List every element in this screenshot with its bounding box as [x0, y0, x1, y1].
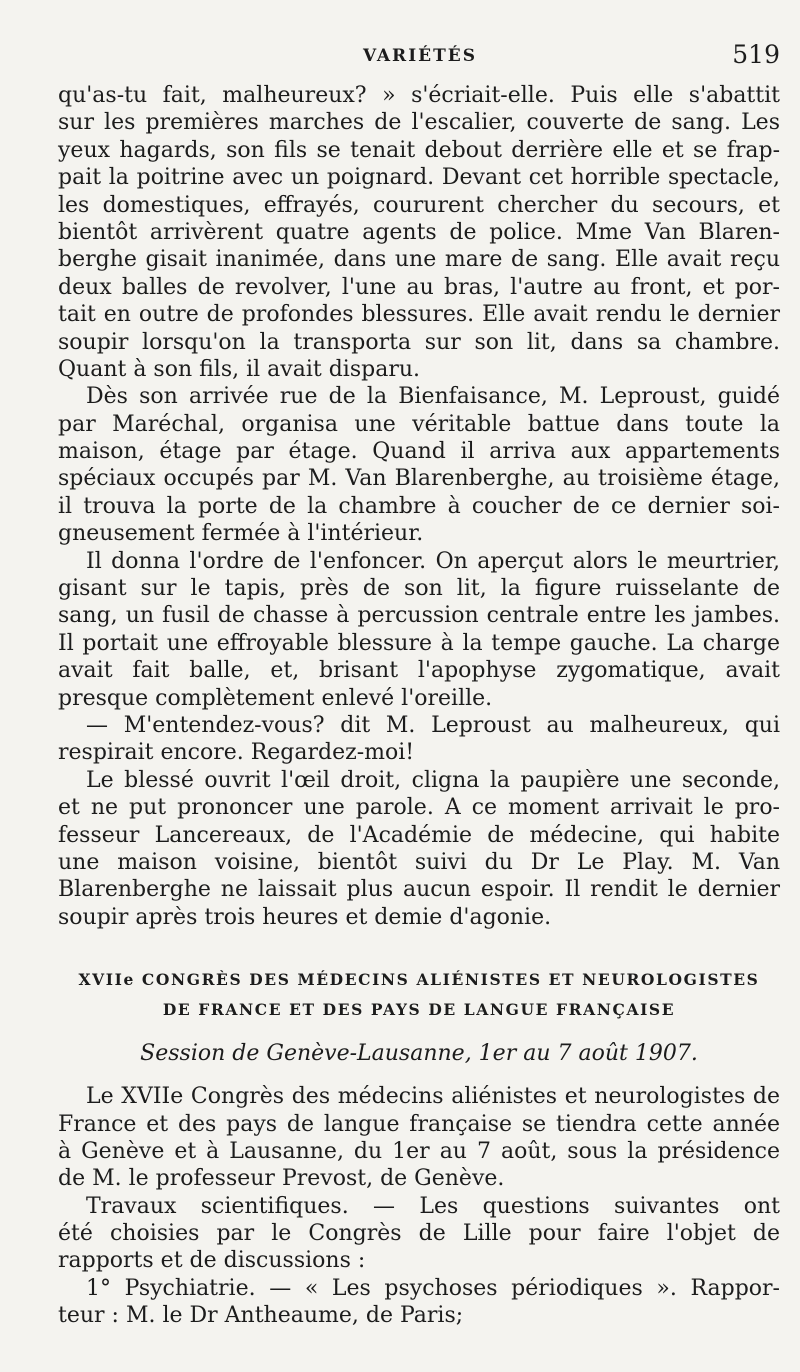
text-line: qu'as-tu fait, malheureux? » s'écriait-elle. Puis elle s'abattit	[58, 83, 780, 108]
text-line: Il portait une effroyable blessure à la tempe gauche. La charge	[58, 630, 780, 656]
text-line: pait la poitrine avec un poignard. Devant cet horrible spectacle,	[58, 165, 780, 191]
text-line: soupir après trois heures et demie d'agonie.	[58, 904, 552, 930]
text-line: Il donna l'ordre de l'enfoncer. On aperçut alors le meurtrier,	[86, 548, 780, 574]
text-line: respirait encore. Regardez-moi!	[58, 740, 415, 766]
text-line: il trouva la porte de la chambre à coucher de ce dernier soi-	[58, 493, 780, 519]
text-line: les domestiques, effrayés, coururent chercher du secours, et	[58, 192, 780, 218]
text-line: France et des pays de langue française se tiendra cette année	[58, 1111, 780, 1137]
text-line: avait fait balle, et, brisant l'apophyse zygomatique, avait	[58, 658, 780, 684]
text-line: Le XVIIe Congrès des médecins aliénistes et neurologistes de	[86, 1084, 780, 1110]
text-line: une maison voisine, bientôt suivi du Dr Le Play. M. Van	[58, 849, 780, 875]
text-line: Le blessé ouvrit l'œil droit, cligna la paupière une seconde,	[86, 767, 780, 793]
text-line: presque complètement enlevé l'oreille.	[58, 685, 493, 711]
text-line: été choisies par le Congrès de Lille pour faire l'objet de	[58, 1221, 780, 1247]
paragraph-psychiatrie	[58, 1275, 780, 1330]
text-line: de M. le professeur Prevost, de Genève.	[58, 1166, 505, 1192]
paragraph-congress	[58, 1083, 780, 1193]
text-line: Blarenberghe ne laissait plus aucun espoir. Il rendit le dernier	[58, 877, 780, 903]
text-line: maison, étage par étage. Quand il arriva aux appartements	[58, 439, 780, 465]
section-heading	[58, 965, 780, 1025]
paragraph-search	[58, 383, 780, 547]
text-line: yeux hagards, son fils se tenait debout derrière elle et se frap-	[58, 137, 780, 163]
text-line: sang, un fusil de chasse à percussion centrale entre les jambes.	[58, 603, 780, 629]
text-line: bientôt arrivèrent quatre agents de police. Mme Van Blaren-	[58, 219, 780, 245]
text-line: rapports et de discussions :	[58, 1248, 366, 1274]
paragraph-continuation	[58, 82, 780, 383]
text-line: Dès son arrivée rue de la Bienfaisance, M. Leproust, guidé	[86, 384, 780, 410]
text-line: tait en outre de profondes blessures. Elle avait rendu le dernier	[58, 302, 780, 328]
page-body	[58, 82, 780, 1330]
text-line: à Genève et à Lausanne, du 1er au 7 août, sous la présidence	[58, 1138, 780, 1164]
paragraph-death	[58, 767, 780, 931]
running-head	[60, 38, 780, 78]
paragraph-travaux	[58, 1193, 780, 1275]
text-line: Travaux scientifiques. — Les questions suivantes ont	[86, 1193, 780, 1219]
text-line: gneusement fermée à l'intérieur.	[58, 521, 424, 547]
text-line: fesseur Lancereaux, de l'Académie de médecine, qui habite	[58, 822, 780, 848]
text-line: soupir lorsqu'on la transporta sur son lit, dans sa chambre.	[58, 329, 780, 355]
paragraph-dialogue	[58, 712, 780, 767]
text-line: berghe gisait inanimée, dans une mare de sang. Elle avait reçu	[58, 247, 780, 273]
text-line: Quant à son fils, il avait disparu.	[58, 356, 421, 382]
text-line: — M'entendez-vous? dit M. Leproust au malheureux, qui	[86, 712, 780, 738]
text-line: sur les premières marches de l'escalier, couverte de sang. Les	[58, 110, 780, 136]
text-line: teur : M. le Dr Antheaume, de Paris;	[58, 1303, 464, 1329]
text-line: deux balles de revolver, l'une au bras, l'autre au front, et por-	[58, 274, 780, 300]
running-title: VARIÉTÉS	[363, 46, 477, 66]
session-subtitle: Session de Genève-Lausanne, 1er au 7 août 1907.	[140, 1041, 698, 1067]
paragraph-discovery	[58, 548, 780, 712]
text-line: gisant sur le tapis, près de son lit, la figure ruisselante de	[58, 576, 780, 602]
text-line: par Maréchal, organisa une véritable battue dans toute la	[58, 411, 780, 437]
section-heading-line: XVIIe CONGRÈS DES MÉDECINS ALIÉNISTES ET NEUROLOGISTES	[78, 970, 760, 990]
text-line: et ne put prononcer une parole. A ce moment arrivait le pro-	[58, 795, 780, 821]
page-number: 519	[732, 40, 780, 69]
section-heading-line: DE FRANCE ET DES PAYS DE LANGUE FRANÇAISE	[162, 1000, 676, 1020]
text-line: 1° Psychiatrie. — « Les psychoses périodiques ». Rappor-	[86, 1275, 780, 1301]
text-line: spéciaux occupés par M. Van Blarenberghe, au troisième étage,	[58, 466, 780, 492]
